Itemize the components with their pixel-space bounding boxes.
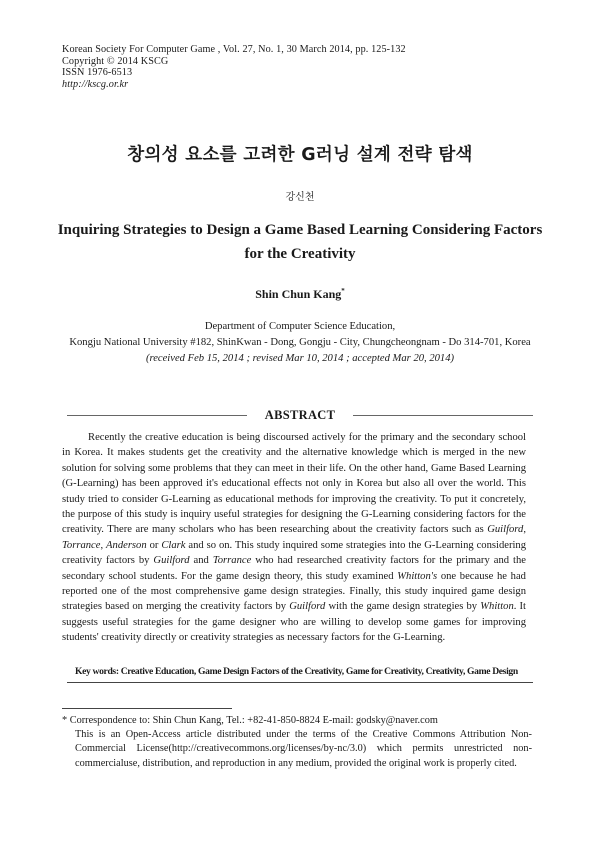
korean-author: 강신천	[285, 192, 315, 203]
journal-citation: Korean Society For Computer Game , Vol. 27, No. 1, 30 March 2014, pp. 125-132	[62, 44, 406, 55]
abstract-text: ,	[523, 524, 526, 536]
abstract-right-rule	[353, 415, 533, 416]
abstract-text: with the game design strategies by	[325, 601, 481, 613]
korean-title: 창의성 요소를 고려한 G러닝 설계 전략 탐색	[127, 145, 473, 165]
issn-line: ISSN 1976-6513	[62, 67, 133, 79]
keywords-divider	[67, 682, 533, 683]
abstract-name: Torrance	[212, 555, 252, 567]
abstract-label: ABSTRACT	[264, 408, 336, 422]
affiliation-address: Kongju National University #182, ShinKwan - Dong, Gongju - City, Chungcheongnam - Do 314-701, Korea	[69, 337, 531, 348]
abstract-text: . It suggests useful strategies for the game designer who are willing to develop some games for improving students' creativity directly or creativity strategies as necessary factors for the G-Learning.	[62, 601, 526, 644]
abstract-text: Recently the creative education is being discoursed actively for the primary and the secondary school in Korea. It makes students get the creativity and the alternative knowledge which is merged in the new solution for solving some problems that they can meet in their life. On the other hand, Game Based Learning (G-Learning) has been approved it's educational effects not only in Korea but also all over the world. This study tried to consider G-Learning as educational methods for improving the creativity. To put it concretely, the purpose of this study is inquiry useful strategies for designing the G-Learning considering factors for the creativity. There are many scholars who has been researching about the creativity factors such as	[62, 432, 526, 536]
affiliation-department: Department of Computer Science Education,	[204, 321, 396, 332]
license-note: This is an Open-Access article distributed under the terms of the Creative Commons Attribution Non-Commercial License(http://creativecommons.org/licenses/by-nc/3.0) which permits unrestricted non-commercialuse, distribution, and reproduction in any medium, provided the original work is properly cited.	[75, 729, 532, 769]
abstract-text: and so on. This study inquired some strategies into the G-Learning considering creativity factors by	[62, 539, 527, 567]
abstract-name: Guilford	[487, 524, 524, 536]
abstract-text: who had researched creativity factors for the primary and the secondary school students. For the game design theory, this study examined	[62, 555, 526, 582]
abstract-name: Whitton's	[397, 570, 438, 582]
journal-url[interactable]: http://kscg.or.kr	[62, 78, 129, 90]
footnote	[62, 714, 532, 771]
abstract-left-rule	[67, 415, 247, 416]
keywords-line: Key words: Creative Education, Game Design Factors of the Creativity, Game for Creativity, Creativity, Game Design	[75, 666, 518, 677]
submission-dates: (received Feb 15, 2014 ; revised Mar 10, 2014 ; accepted Mar 20, 2014)	[145, 353, 455, 364]
abstract-body	[62, 430, 526, 646]
abstract-text: ,	[100, 539, 107, 551]
journal-header	[62, 44, 406, 90]
footnote-divider	[62, 708, 232, 709]
english-title: Inquiring Strategies to Design a Game Based Learning Considering Factors for the Creativity	[57, 222, 543, 262]
copyright-line: Copyright © 2014 KSCG	[62, 55, 169, 67]
abstract-name: Whitton	[480, 601, 514, 613]
abstract-name: Clark	[161, 539, 186, 551]
affiliation	[0, 319, 600, 367]
abstract-text: and	[189, 555, 213, 567]
author-mark: *	[341, 287, 345, 295]
author-name: Shin Chun Kang	[255, 287, 342, 301]
abstract-name: Guilford	[289, 601, 326, 613]
abstract-text: one because he had reported one of the most comprehensive game design strategies. Finally, this study inquired game design strategies based on merging the creativity factors by	[62, 570, 526, 613]
abstract-name: Torrance	[62, 539, 101, 551]
abstract-name: Guilford	[153, 555, 190, 567]
english-author	[0, 287, 600, 302]
abstract-heading	[67, 408, 533, 423]
abstract-name: Anderson	[106, 539, 147, 551]
correspondence-note: * Correspondence to: Shin Chun Kang, Tel.: +82-41-850-8824 E-mail: godsky@naver.com	[62, 715, 438, 726]
abstract-text: or	[146, 539, 162, 551]
